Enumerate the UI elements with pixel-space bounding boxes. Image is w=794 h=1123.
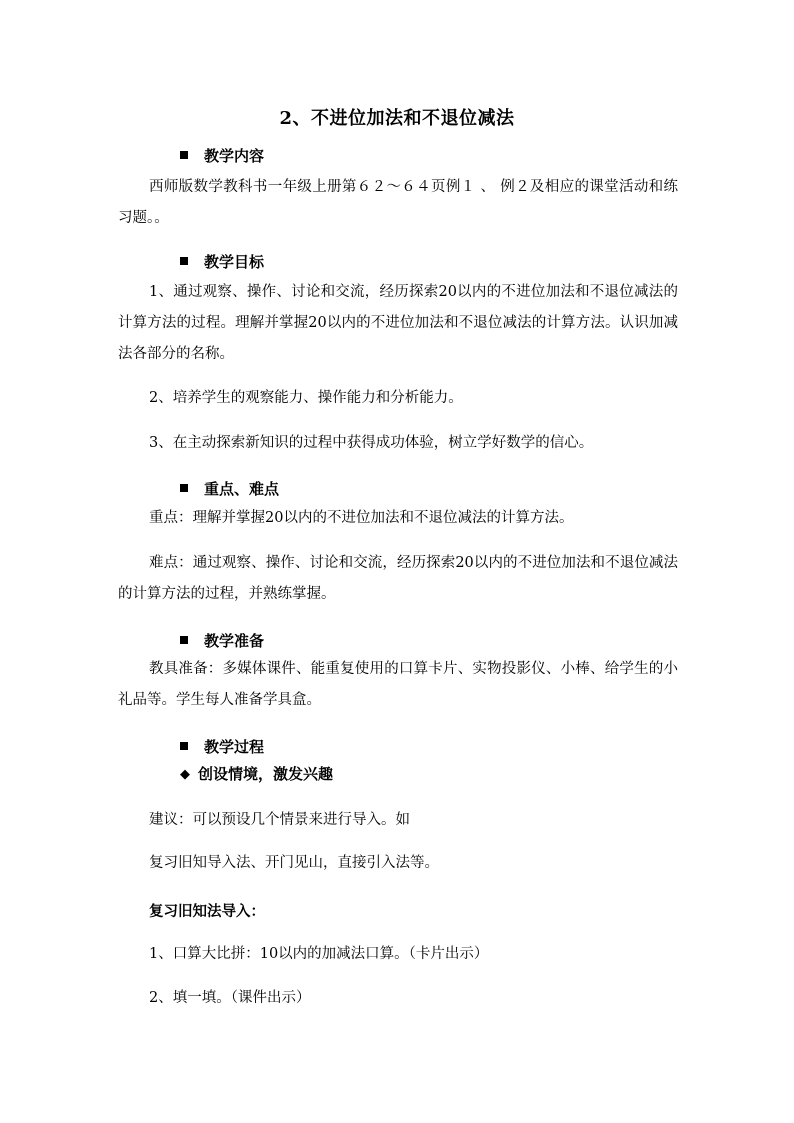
- square-bullet-icon: [180, 257, 188, 265]
- heading-label: 创设情境，激发兴趣: [198, 765, 334, 783]
- square-bullet-icon: [180, 484, 188, 492]
- goal-paragraph-2: 2、培养学生的观察能力、操作能力和分析能力。: [149, 390, 463, 406]
- suggestion-line-1: 建议：可以预设几个情景来进行导入。如: [149, 812, 410, 828]
- heading-label: 重点、难点: [204, 480, 280, 498]
- heading-label: 教学目标: [204, 253, 265, 271]
- page-title: 2、不进位加法和不退位减法: [279, 108, 515, 129]
- difficult-point-paragraph: 难点：通过观察、操作、讨论和交流，经历探索20以内的不进位加法和不退位减法的计算方法的过程，并熟练掌握。: [118, 555, 678, 602]
- key-point-paragraph: 重点：理解并掌握20以内的不进位加法和不退位减法的计算方法。: [149, 510, 574, 526]
- diamond-bullet-icon: ◆: [180, 767, 190, 782]
- heading-label: 教学准备: [204, 632, 265, 650]
- review-item-1: 1、口算大比拼：10以内的加减法口算。（卡片出示）: [149, 946, 489, 962]
- review-heading: 复习旧知法导入：: [149, 903, 265, 920]
- section-heading-process: [180, 736, 264, 757]
- square-bullet-icon: [180, 151, 188, 159]
- content-paragraph: 西师版数学教科书一年级上册第６２～６４页例１ 、 例２及相应的课堂活动和练习题。。: [118, 179, 678, 226]
- section-heading-goals: [180, 251, 264, 272]
- review-item-2: 2、填一填。（课件出示）: [149, 990, 311, 1006]
- preparation-paragraph: 教具准备：多媒体课件、能重复使用的口算卡片、实物投影仪、小棒、给学生的小礼品等。学生每人准备学具盒。: [118, 661, 678, 708]
- subsection-heading-scenario: [180, 763, 333, 784]
- section-heading-key-points: [180, 478, 279, 499]
- section-heading-content: [180, 145, 264, 166]
- goal-paragraph-1: 1、通过观察、操作、讨论和交流，经历探索20以内的不进位加法和不退位减法的计算方法的过程。理解并掌握20以内的不进位加法和不退位减法的计算方法。认识加减法各部分的名称。: [118, 284, 678, 362]
- heading-label: 教学内容: [204, 147, 265, 165]
- goal-paragraph-3: 3、在主动探索新知识的过程中获得成功体验，树立学好数学的信心。: [149, 435, 594, 451]
- square-bullet-icon: [180, 636, 188, 644]
- square-bullet-icon: [180, 742, 188, 750]
- suggestion-line-2: 复习旧知导入法、开门见山，直接引入法等。: [149, 855, 439, 871]
- heading-label: 教学过程: [204, 738, 265, 756]
- section-heading-preparation: [180, 630, 264, 651]
